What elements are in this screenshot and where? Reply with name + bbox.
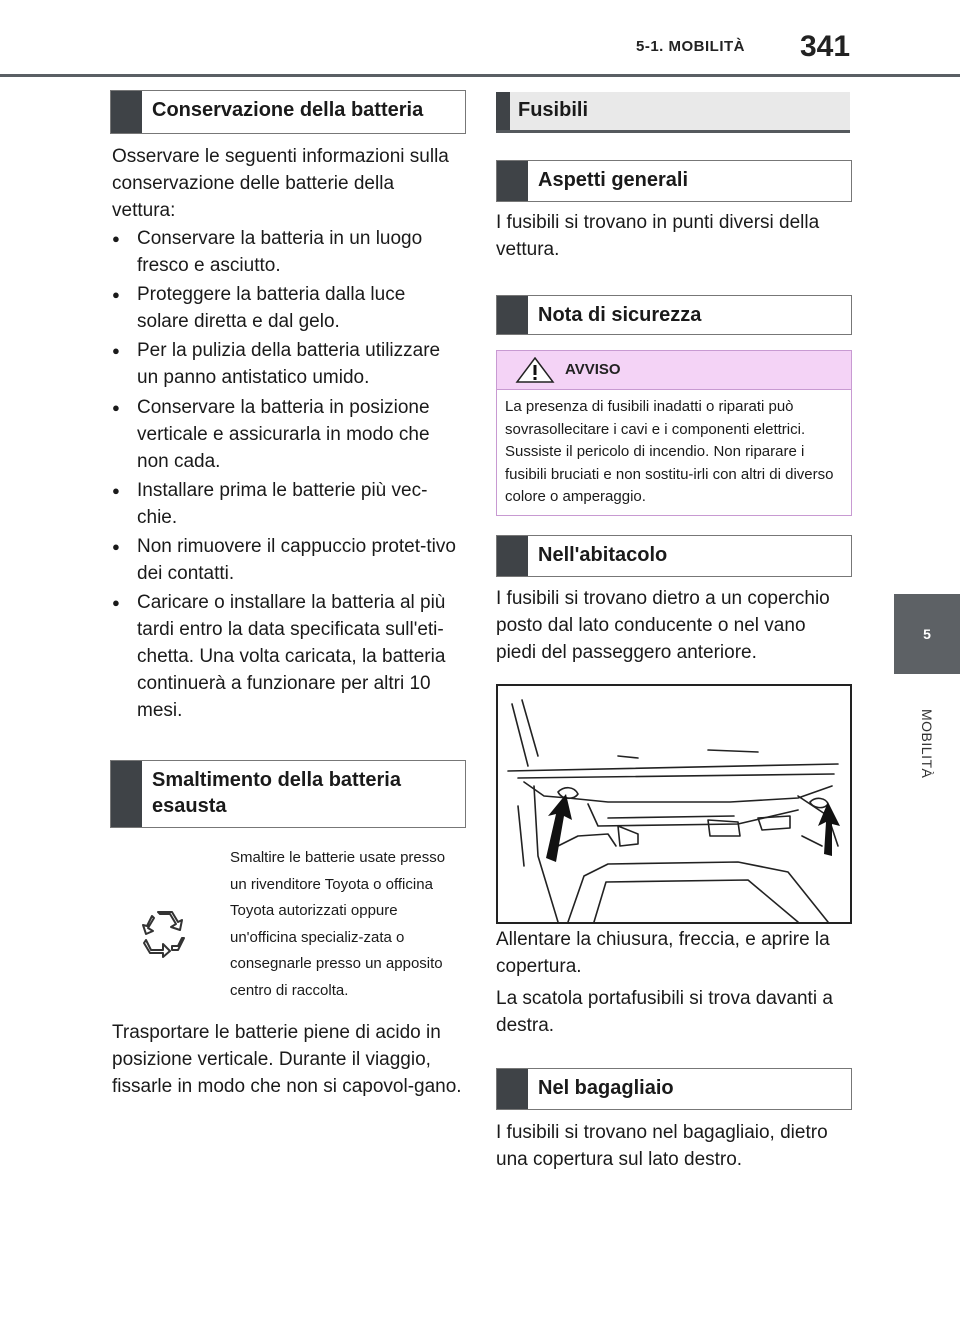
general-text: I fusibili si trovano in punti diversi della vettura. xyxy=(496,212,820,260)
chapter-tab-number xyxy=(894,594,960,674)
storage-heading xyxy=(110,90,466,134)
safety-heading-text: Nota di sicurezza xyxy=(538,304,702,326)
trunk-heading xyxy=(496,1068,852,1110)
cabin-text: I fusibili si trovano dietro a un coperchio posto dal lato conducente o nel vano piedi del passeggero anteriore. xyxy=(496,588,830,663)
fuses-heading-text: Fusibili xyxy=(518,99,588,121)
dashboard-line-drawing xyxy=(498,686,850,922)
warning-label: AVVISO xyxy=(565,361,621,378)
general-heading-text: Aspetti generali xyxy=(538,169,689,191)
heading-bar xyxy=(111,761,142,827)
list-item: ● Caricare o installare la batteria al più tardi entro la data specificata sull'eti-chetta. Una volta caricata, la batteria continuerà a funzionare per altri 10 mesi. xyxy=(112,589,462,724)
header-rule xyxy=(0,74,960,77)
list-item: ● Non rimuovere il cappuccio protet-tivo dei contatti. xyxy=(112,533,462,587)
photo-caption-1: Allentare la chiusura, freccia, e aprire la copertura. xyxy=(496,929,830,977)
photo-caption-2: La scatola portafusibili si trova davanti a destra. xyxy=(496,988,833,1036)
heading-bar xyxy=(111,91,142,133)
list-item: ● Conservare la batteria in un luogo fresco e asciutto. xyxy=(112,225,462,279)
chapter-label: MOBILITÀ xyxy=(919,709,935,779)
safety-heading xyxy=(496,295,852,335)
storage-bullet-list xyxy=(112,225,462,726)
list-item: ● Per la pulizia della batteria utilizzare un panno antistatico umido. xyxy=(112,337,462,391)
heading-bar xyxy=(497,1069,528,1109)
warning-box xyxy=(496,350,852,516)
trunk-text: I fusibili si trovano nel bagagliaio, dietro una copertura sul lato destro. xyxy=(496,1122,828,1170)
section-title: 5-1. MOBILITÀ xyxy=(636,38,746,55)
cabin-heading-text: Nell'abitacolo xyxy=(538,544,668,566)
fusebox-illustration xyxy=(496,684,852,924)
list-item: ● Proteggere la batteria dalla luce solare diretta e dal gelo. xyxy=(112,281,462,335)
heading-bar xyxy=(497,296,528,334)
chapter-tab-label xyxy=(894,688,960,800)
fuses-heading xyxy=(496,92,850,133)
heading-bar xyxy=(496,92,510,130)
recycle-icon xyxy=(140,908,190,958)
disposal-heading-text: Smaltimento della batteria esausta xyxy=(152,769,401,817)
storage-intro: Osservare le seguenti informazioni sulla conservazione delle batterie della vettura: xyxy=(112,146,449,221)
warning-triangle-icon xyxy=(515,357,555,383)
cabin-heading xyxy=(496,535,852,577)
heading-bar xyxy=(497,161,528,201)
heading-bar xyxy=(497,536,528,576)
disposal-note: Smaltire le batterie usate presso un rivenditore Toyota o officina Toyota autorizzati oppure un'officina specializ-zata o consegnarle presso un apposito centro di raccolta. xyxy=(230,849,446,999)
chapter-number: 5 xyxy=(923,626,931,642)
general-heading xyxy=(496,160,852,202)
warning-text: La presenza di fusibili inadatti o riparati può sovrasollecitare i cavi e i componenti elettrici. Sussiste il pericolo di incendio. Non riparare i fusibili bruciati e non sostitu-irli con altri di diverso colore o amperaggio. xyxy=(505,398,834,505)
warning-header xyxy=(497,351,851,390)
storage-heading-text: Conservazione della batteria xyxy=(152,99,424,121)
trunk-heading-text: Nel bagagliaio xyxy=(538,1077,674,1099)
disposal-heading xyxy=(110,760,466,828)
list-item: ● Installare prima le batterie più vec-chie. xyxy=(112,477,462,531)
list-item: ● Conservare la batteria in posizione verticale e assicurarla in modo che non cada. xyxy=(112,394,462,475)
page-number: 341 xyxy=(800,30,851,63)
transport-text: Trasportare le batterie piene di acido in posizione verticale. Durante il viaggio, fissarle in modo che non si capovol-gano. xyxy=(112,1022,462,1097)
